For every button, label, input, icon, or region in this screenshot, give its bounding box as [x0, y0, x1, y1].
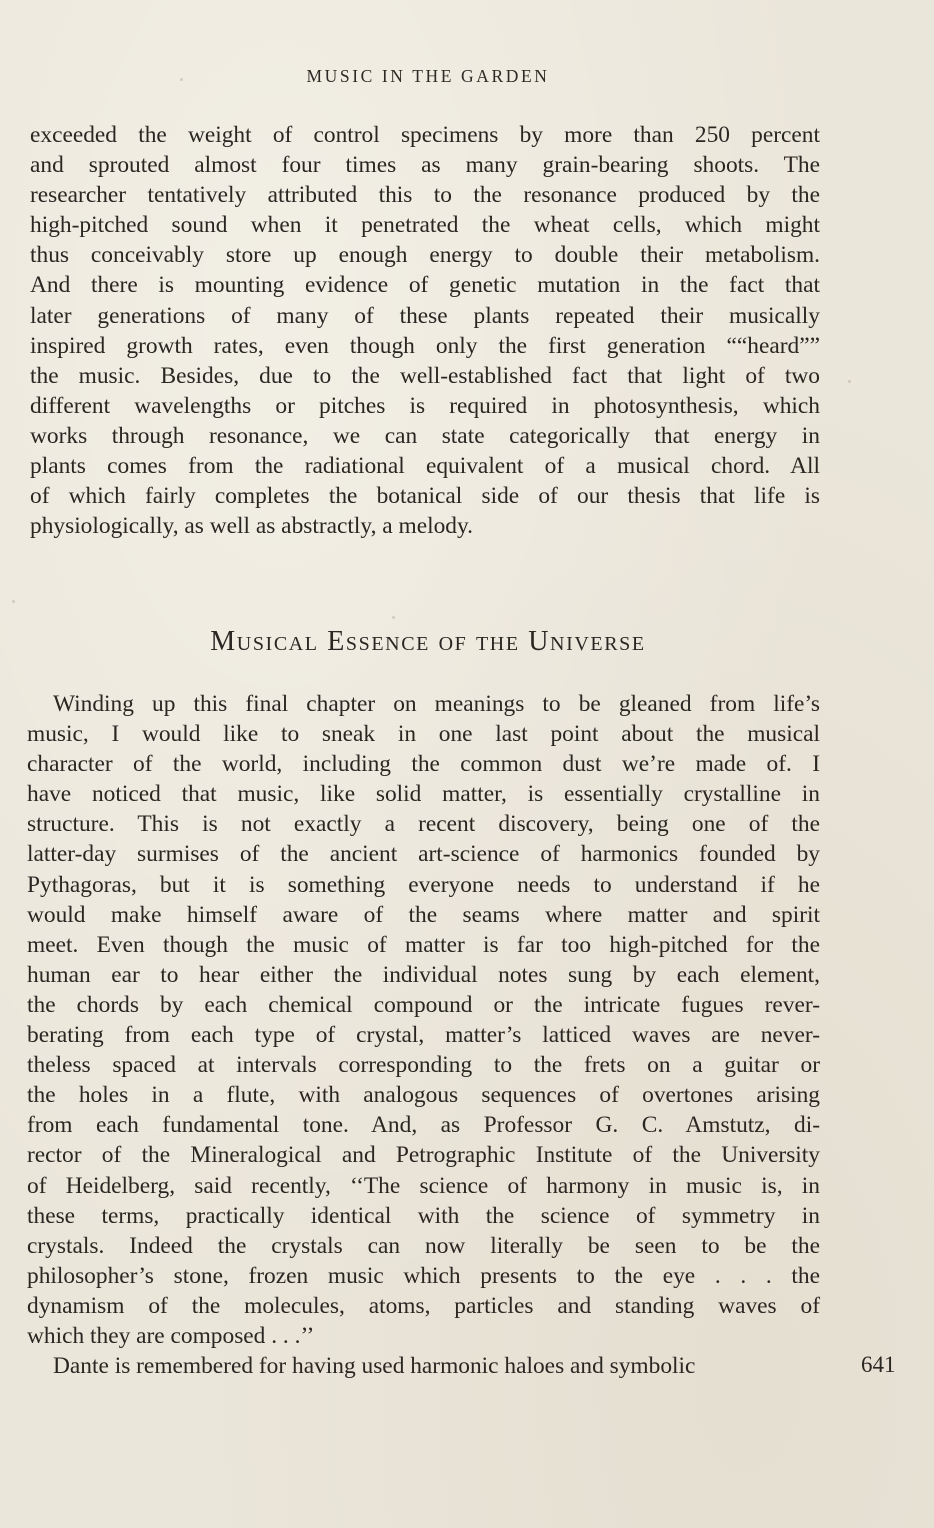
paragraph-2 — [27, 689, 820, 1381]
text-line: which they are composed . . .’’ — [27, 1322, 315, 1349]
text-line: Pythagoras, but it is something everyone needs to understand if he — [27, 871, 820, 898]
text-line: inspired growth rates, even though only the first generation ““heard”” — [30, 332, 820, 359]
text-line: exceeded the weight of control specimens by more than 250 percent — [30, 122, 820, 148]
text-line: berating from each type of crystal, matter’s latticed waves are never- — [27, 1022, 820, 1049]
text-line: of Heidelberg, said recently, ‘‘The science of harmony in music is, in — [27, 1172, 820, 1199]
text-line: And there is mounting evidence of genetic mutation in the fact that — [30, 272, 820, 299]
paper-speck — [180, 78, 183, 81]
text-line: theless spaced at intervals corresponding to the frets on a guitar or — [27, 1052, 820, 1079]
running-head: MUSIC IN THE GARDEN — [306, 66, 550, 86]
section-heading: Musical Essence of the Universe — [210, 626, 646, 657]
text-line: thus conceivably store up enough energy to double their metabolism. — [30, 242, 820, 269]
text-line: the chords by each chemical compound or the intricate fugues rever- — [27, 991, 820, 1018]
text-line: high-pitched sound when it penetrated the wheat cells, which might — [30, 212, 820, 239]
text-line: later generations of many of these plants repeated their musically — [30, 302, 820, 329]
text-line: physiologically, as well as abstractly, a melody. — [30, 513, 474, 540]
text-line: meet. Even though the music of matter is far too high-pitched for the — [27, 931, 820, 958]
text-line: human ear to hear either the individual notes sung by each element, — [27, 961, 820, 988]
text-line: works through resonance, we can state categorically that energy in — [30, 422, 820, 449]
text-line: rector of the Mineralogical and Petrographic Institute of the University — [27, 1142, 820, 1169]
text-line: crystals. Indeed the crystals can now literally be seen to be the — [27, 1232, 820, 1259]
text-line: Dante is remembered for having used harmonic haloes and symbolic — [53, 1353, 696, 1380]
text-line: character of the world, including the common dust we’re made of. I — [27, 751, 820, 778]
text-line: from each fundamental tone. And, as Professor G. C. Amstutz, di- — [27, 1112, 820, 1139]
paper-speck — [848, 380, 851, 383]
text-line: would make himself aware of the seams where matter and spirit — [27, 901, 820, 928]
text-line: the holes in a flute, with analogous sequences of overtones arising — [27, 1082, 820, 1109]
text-line: researcher tentatively attributed this to the resonance produced by the — [30, 182, 820, 209]
text-line: and sprouted almost four times as many grain-bearing shoots. The — [30, 152, 820, 179]
text-line: these terms, practically identical with the science of symmetry in — [27, 1202, 820, 1229]
page-number: 641 — [861, 1352, 896, 1377]
text-line: philosopher’s stone, frozen music which presents to the eye . . . the — [27, 1262, 820, 1289]
paper-speck — [392, 616, 395, 619]
text-line: Winding up this final chapter on meanings to be gleaned from life’s — [53, 691, 820, 717]
text-line: the music. Besides, due to the well-established fact that light of two — [30, 362, 820, 389]
text-line: music, I would like to sneak in one last point about the musical — [27, 721, 820, 748]
text-line: dynamism of the molecules, atoms, particles and standing waves of — [27, 1292, 820, 1319]
text-line: plants comes from the radiational equivalent of a musical chord. All — [30, 453, 820, 480]
text-line: have noticed that music, like solid matter, is essentially crystalline in — [27, 781, 820, 808]
text-line: latter-day surmises of the ancient art-science of harmonics founded by — [27, 841, 820, 868]
text-line: of which fairly completes the botanical side of our thesis that life is — [30, 483, 820, 510]
paragraph-1 — [30, 120, 820, 541]
text-line: different wavelengths or pitches is required in photosynthesis, which — [30, 392, 820, 419]
text-line: structure. This is not exactly a recent discovery, being one of the — [27, 811, 820, 838]
paper-speck — [12, 600, 15, 603]
